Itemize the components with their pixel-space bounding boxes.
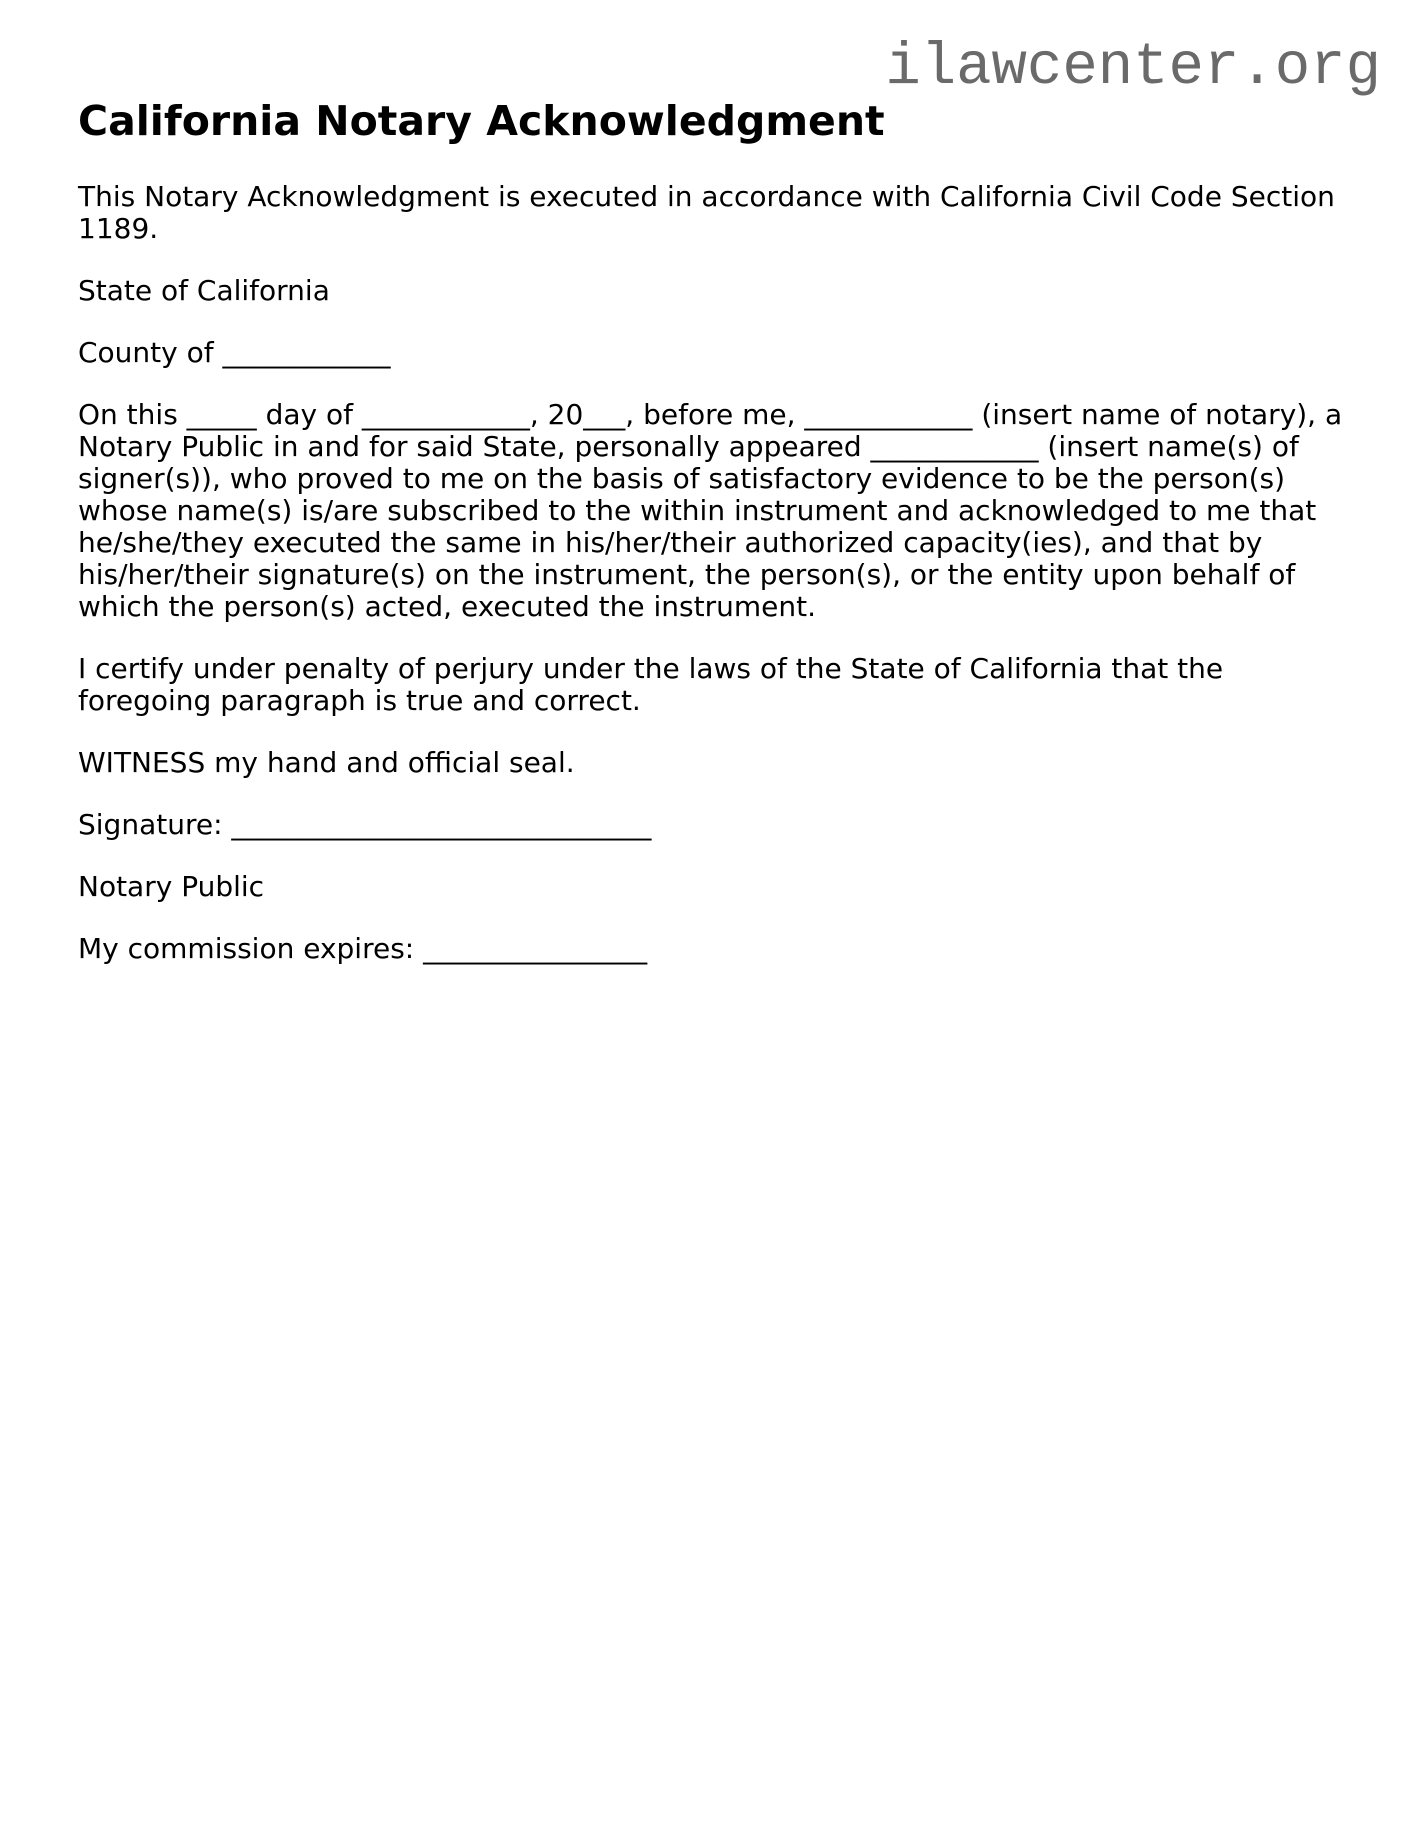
document-content <box>78 97 1343 995</box>
notary-public-label: Notary Public <box>78 870 265 903</box>
acknowledgment-paragraph <box>78 398 1343 623</box>
acknowledgment-line-6: his/her/their signature(s) on the instrument, the person(s), or the entity upon behalf of <box>78 558 1296 591</box>
certification-paragraph <box>78 653 1340 717</box>
intro-paragraph <box>78 181 1340 245</box>
acknowledgment-line-1: On this _____ day of ____________, 20___, before me, ____________ (insert name of notary), a <box>78 398 1343 431</box>
acknowledgment-line-2: Notary Public in and for said State, personally appeared ____________ (insert name(s) of <box>78 430 1299 463</box>
commission-expires-line-with-blank: My commission expires: ________________ <box>78 932 648 965</box>
witness-line: WITNESS my hand and official seal. <box>78 746 575 779</box>
county-line-with-blank: County of ____________ <box>78 336 391 369</box>
intro-line-1: This Notary Acknowledgment is executed in accordance with California Civil Code Section <box>78 180 1335 213</box>
site-watermark: ilawcenter.org <box>885 34 1381 101</box>
acknowledgment-line-4: whose name(s) is/are subscribed to the within instrument and acknowledged to me that <box>78 494 1317 527</box>
certification-line-1: I certify under penalty of perjury under the laws of the State of California that the <box>78 652 1224 685</box>
document-title: California Notary Acknowledgment <box>78 97 885 145</box>
acknowledgment-line-7: which the person(s) acted, executed the instrument. <box>78 590 816 623</box>
state-line: State of California <box>78 274 330 307</box>
intro-line-2: 1189. <box>78 212 159 245</box>
acknowledgment-line-3: signer(s)), who proved to me on the basis of satisfactory evidence to be the person(s) <box>78 462 1286 495</box>
certification-line-2: foregoing paragraph is true and correct. <box>78 684 641 717</box>
signature-line-with-blank: Signature: ______________________________ <box>78 808 652 841</box>
acknowledgment-line-5: he/she/they executed the same in his/her/their authorized capacity(ies), and that by <box>78 526 1263 559</box>
